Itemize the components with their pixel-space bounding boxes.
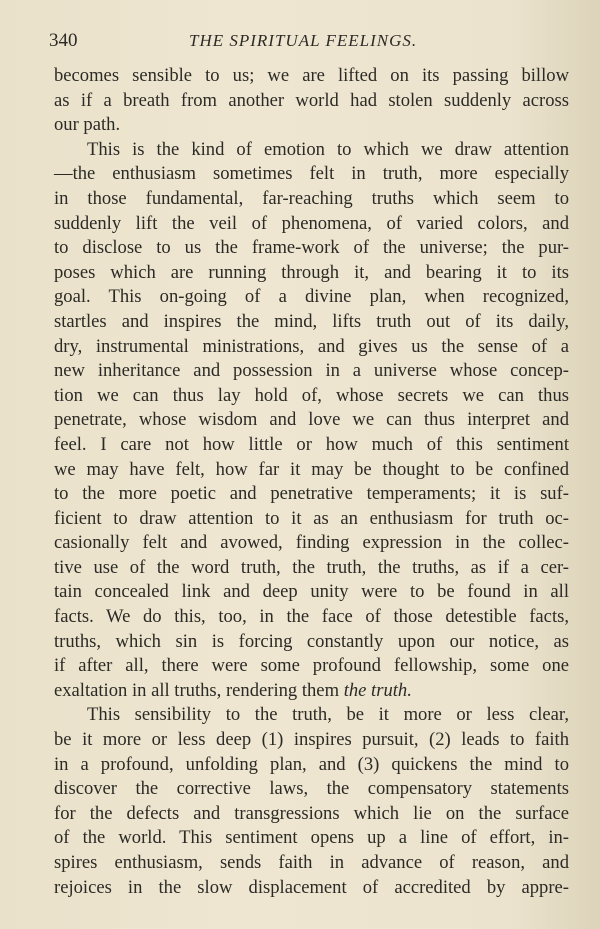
page-number: 340	[49, 30, 78, 51]
running-head: THE SPIRITUAL FEELINGS.	[189, 31, 418, 50]
text-line	[54, 580, 569, 605]
text-line-content: if after all, there were some profound fellowship, some one	[54, 655, 569, 677]
text-line	[54, 384, 569, 409]
text-line-content: tain concealed link and deep unity were to be found in all	[54, 581, 569, 603]
text-line	[54, 64, 569, 89]
text-line-content: we may have felt, how far it may be thought to be confined	[54, 458, 569, 480]
text-line-content: poses which are running through it, and bearing it to its	[54, 261, 569, 283]
text-line	[54, 679, 569, 704]
text-line	[54, 162, 569, 187]
text-line	[54, 113, 569, 138]
text-line	[54, 654, 569, 679]
text-line	[54, 753, 569, 778]
text-line-content: truths, which sin is forcing constantly upon our notice, as	[54, 630, 569, 652]
text-line-content: tion we can thus lay hold of, whose secrets we can thus	[54, 384, 569, 406]
text-line	[54, 212, 569, 237]
text-line-content: startles and inspires the mind, lifts truth out of its daily,	[54, 310, 569, 332]
text-line	[54, 531, 569, 556]
text-line-content: new inheritance and possession in a universe whose concep-	[54, 360, 569, 382]
text-line-content: penetrate, whose wisdom and love we can thus interpret and	[54, 409, 569, 431]
text-line	[54, 802, 569, 827]
text-line	[54, 187, 569, 212]
text-line-content: to disclose to us the frame-work of the universe; the pur-	[54, 237, 569, 259]
text-line-content: rejoices in the slow displacement of accredited by appre-	[54, 876, 569, 898]
text-line	[54, 285, 569, 310]
text-line	[54, 851, 569, 876]
text-line-content: as if a breath from another world had stolen suddenly across	[54, 89, 569, 111]
text-line	[54, 433, 569, 458]
text-line	[54, 876, 569, 901]
italic-emphasis: the truth.	[343, 679, 412, 701]
text-line-content: suddenly lift the veil of phenomena, of varied colors, and	[54, 212, 569, 234]
text-line	[54, 728, 569, 753]
text-line	[54, 310, 569, 335]
text-line	[54, 482, 569, 507]
text-line	[54, 507, 569, 532]
text-line-content: —the enthusiasm sometimes felt in truth, more especially	[54, 163, 569, 185]
text-line-content: to the more poetic and penetrative temperaments; it is suf-	[54, 483, 569, 505]
text-line	[54, 261, 569, 286]
text-line	[54, 408, 569, 433]
text-line	[54, 703, 569, 728]
text-line-content: goal. This on-going of a divine plan, when recognized,	[54, 286, 569, 308]
text-line-content: in those fundamental, far-reaching truths which seem to	[54, 187, 569, 209]
text-line-content: in a profound, unfolding plan, and (3) quickens the mind to	[54, 753, 569, 775]
text-line-content: spires enthusiasm, sends faith in advance of reason, and	[54, 852, 569, 873]
text-line-content: our path.	[54, 114, 121, 136]
text-line	[54, 359, 569, 384]
body-text	[54, 64, 569, 900]
text-line	[54, 556, 569, 581]
text-line-content: be it more or less deep (1) inspires pursuit, (2) leads to faith	[54, 729, 569, 751]
text-line-content: exaltation in all truths, rendering them	[54, 679, 344, 701]
text-line-content: This is the kind of emotion to which we draw attention	[87, 138, 569, 160]
text-line	[54, 89, 569, 114]
text-line	[54, 335, 569, 360]
text-line-content: for the defects and transgressions which lie on the surface	[54, 802, 569, 824]
text-line	[54, 605, 569, 630]
text-line	[54, 138, 569, 163]
text-line	[54, 236, 569, 261]
text-line	[54, 777, 569, 802]
text-line-content: casionally felt and avowed, finding expression in the collec-	[54, 532, 569, 554]
page-header	[49, 26, 569, 56]
text-line-content: dry, instrumental ministrations, and gives us the sense of a	[54, 335, 569, 357]
text-line-content: discover the corrective laws, the compensatory statements	[54, 778, 569, 800]
text-line-content: ficient to draw attention to it as an enthusiasm for truth oc-	[54, 507, 569, 529]
text-line	[54, 630, 569, 655]
text-line-content: feel. I care not how little or how much of this sentiment	[54, 433, 569, 455]
text-line-content: facts. We do this, too, in the face of those detestible facts,	[54, 606, 569, 628]
text-line-content: tive use of the word truth, the truth, the truths, as if a cer-	[54, 556, 569, 578]
text-line	[54, 458, 569, 483]
text-line-content: This sensibility to the truth, be it more or less clear,	[87, 704, 569, 726]
text-line	[54, 826, 569, 851]
text-line-content: of the world. This sentiment opens up a line of effort, in-	[54, 827, 569, 849]
text-line-content: becomes sensible to us; we are lifted on its passing billow	[54, 65, 569, 86]
